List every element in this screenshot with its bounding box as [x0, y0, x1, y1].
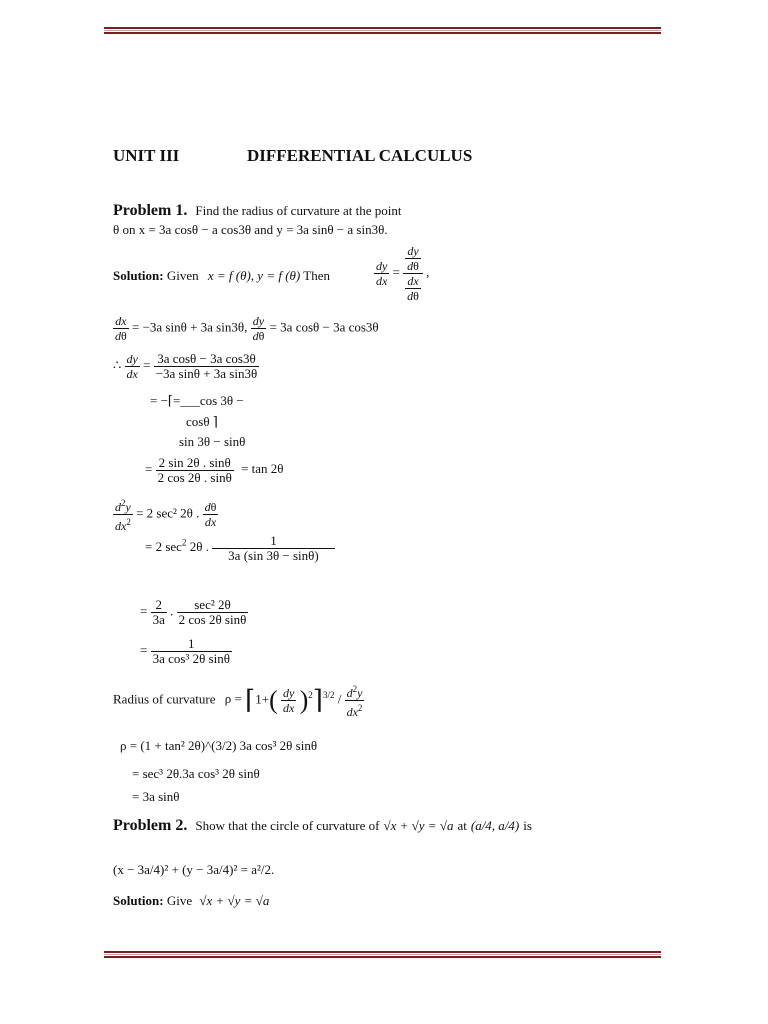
- therefore-numerator: 3a cosθ − 3a cos3θ: [157, 351, 256, 366]
- therefore-denominator: −3a sinθ + 3a sin3θ: [155, 366, 258, 381]
- d2y-step2-b-denominator: 2 cos 2θ sinθ: [178, 612, 247, 627]
- unit-title: DIFFERENTIAL CALCULUS: [247, 146, 473, 165]
- problem2-curve: √x + √y = √a: [383, 818, 454, 833]
- bottom-rule: [104, 951, 661, 958]
- problem2-statement: Show that the circle of curvature of: [195, 818, 380, 833]
- problem2-heading: [113, 817, 532, 835]
- rho-step3: = 3a sinθ: [132, 789, 180, 804]
- d2y-step3-numerator: 1: [188, 636, 195, 651]
- problem1-statement: Find the radius of curvature at the point: [195, 203, 402, 218]
- step-d-result: = tan 2θ: [241, 461, 284, 477]
- top-rule: [104, 27, 661, 34]
- step-d-numerator: 2 sin 2θ . sinθ: [158, 455, 231, 470]
- solution-label: Solution:: [113, 268, 164, 283]
- d2y-step3: = $\frac{1}{\text{3a cos³ 2θ sinθ}}$: [140, 636, 230, 666]
- dx-expression: = −3a sinθ + 3a sin3θ,: [132, 319, 248, 335]
- d2y-rhs: = 2 sec² 2θ .: [136, 505, 200, 521]
- radius-formula: Radius of curvature ρ = ⌈1+( $\frac{dy}{dx}$ )$^2$⌉$^{3/2}$ / $\frac{d^2y}{dx^2}$: [113, 684, 363, 719]
- step-d-denominator: 2 cos 2θ . sinθ: [157, 470, 232, 485]
- step-b: cosθ ⌉: [186, 414, 218, 429]
- d2y-step2: = $\frac{2}{3a}$ . $\frac{\text{sec² 2θ}}{\text{2 cos 2θ sinθ}}$: [140, 597, 247, 627]
- problem1-point: θ on x = 3a cosθ − a cos3θ and y = 3a sinθ − a sin3θ.: [113, 222, 388, 237]
- dydx-derivative-fraction: $\frac{dy}{dx}$ = $\frac{\frac{dy}{d\theta}}{\frac{dx}{d\theta}}$ ,: [376, 244, 430, 303]
- problem2-at: at: [457, 818, 467, 833]
- d2y-step2-b-numerator: sec² 2θ: [194, 597, 231, 612]
- d2y-step1: = 2 $\sec^2 2\theta$ . $\frac{1}{3a (\sin 3\theta - \sin\theta)}$: [145, 534, 335, 563]
- therefore-line: ∴ $\frac{dy}{dx}$ = $\frac{\text{3a cosθ − 3a cos3θ}}{\text{−3a sinθ + 3a sin3θ}}$: [113, 351, 258, 381]
- derivatives-line: $\frac{dx}{d\theta}$ = −3a sinθ + 3a sin3θ, $\frac{dy}{d\theta}$ = 3a cosθ − 3a cos3θ: [115, 314, 379, 343]
- step-a: = −⌈=___cos 3θ −: [150, 393, 244, 408]
- given-equation: x = f (θ), y = f (θ): [207, 268, 301, 283]
- problem2-give-equation: √x + √y = √a: [199, 893, 270, 908]
- d2y-step3-denominator: 3a cos³ 2θ sinθ: [152, 651, 230, 666]
- d2y-step2-a-denominator: 3a: [152, 612, 165, 627]
- step-d: = $\frac{2 \sin 2\theta . \sin\theta}{2 \cos 2\theta . \sin\theta}$ = tan 2θ: [145, 455, 284, 485]
- step-c: sin 3θ − sinθ: [179, 434, 246, 449]
- dy-expression: = 3a cosθ − 3a cos3θ: [269, 319, 379, 335]
- then-word: Then: [303, 268, 330, 283]
- radius-label: Radius of curvature: [113, 691, 216, 707]
- problem1-label: Problem 1.: [113, 202, 188, 219]
- problem2-solution-label: Solution:: [113, 893, 164, 908]
- rho-step1: ρ = (1 + tan² 2θ)^(3/2) 3a cos³ 2θ sinθ: [120, 738, 318, 753]
- d2y-step1-denominator: 3a (sin 3θ − sinθ): [212, 548, 335, 563]
- problem1-solution-line: [113, 268, 330, 284]
- problem2-give: Give: [166, 893, 193, 908]
- problem2-point: (a/4, a/4): [470, 818, 520, 833]
- unit-label: UNIT III: [113, 146, 180, 165]
- problem2-circle: (x − 3a/4)² + (y − 3a/4)² = a²/2.: [113, 862, 275, 877]
- problem2-is: is: [523, 818, 532, 833]
- second-derivative-line: $\frac{d^2y}{dx^2}$ = 2 sec² 2θ . $\frac{d\theta}{dx}$: [115, 498, 217, 533]
- rho-step2: = sec³ 2θ.3a cos³ 2θ sinθ: [132, 766, 260, 781]
- problem2-solution-line: [113, 893, 269, 909]
- d2y-step1-numerator: 1: [270, 533, 277, 548]
- given-word: Given: [166, 268, 199, 283]
- problem2-label: Problem 2.: [113, 817, 188, 834]
- d2y-step2-a-numerator: 2: [155, 597, 162, 612]
- problem1-heading: [113, 202, 402, 220]
